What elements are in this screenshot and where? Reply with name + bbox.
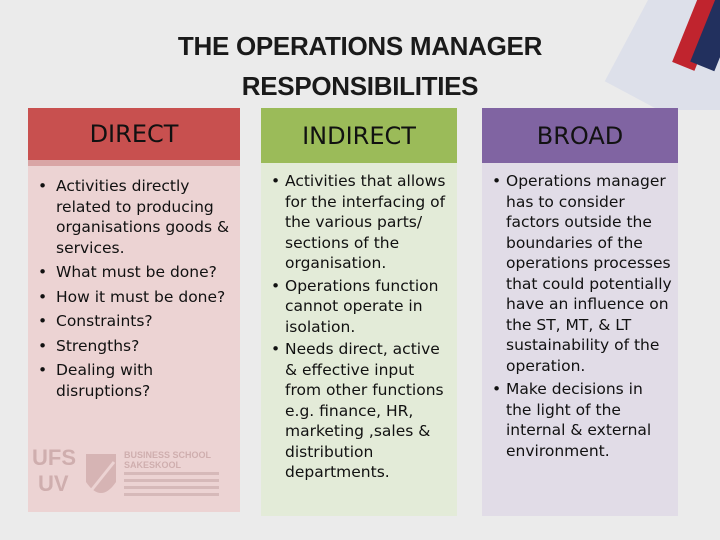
indirect-column	[261, 108, 457, 516]
logo-emblem-icon	[84, 452, 118, 502]
list-item: • Make decisions in the light of the internal & external environment.	[492, 380, 652, 460]
list-item: • Operations function cannot operate in isolation.	[271, 276, 439, 336]
list-item: • Dealing with disruptions?	[38, 361, 154, 400]
list-item: • Operations manager has to consider factors outside the boundaries of the operations processes that could potentially have an influence on the ST, MT, & LT sustainability of the operation.	[492, 172, 672, 375]
slide-title	[0, 26, 720, 106]
indirect-body	[261, 163, 457, 516]
broad-heading: BROAD	[482, 108, 678, 163]
broad-body	[482, 163, 678, 516]
broad-column	[482, 108, 678, 516]
direct-list	[32, 176, 232, 401]
list-item: • What must be done?	[38, 263, 217, 281]
direct-body	[28, 166, 240, 512]
list-item: • Constraints?	[38, 312, 153, 330]
list-item: • Activities that allows for the interfacing of the various parts/ sections of the organisation.	[271, 172, 446, 272]
direct-column	[28, 108, 240, 512]
title-line-1: THE OPERATIONS MANAGER	[177, 31, 543, 61]
list-item: • How it must be done?	[38, 287, 226, 306]
list-item: • Activities directly related to producing organisations goods & services.	[38, 177, 230, 257]
indirect-heading: INDIRECT	[261, 108, 457, 163]
direct-heading: DIRECT	[28, 108, 240, 160]
logo-school-name: BUSINESS SCHOOL SAKESKOOL	[124, 450, 212, 470]
ufs-business-school-logo: UFS UV BUSINESS SCHOOL SAKESKOOL	[32, 448, 232, 508]
list-item: • Needs direct, active & effective input from other functions e.g. finance, HR, marketing ,sales & distribution departments.	[271, 340, 444, 481]
title-line-2: RESPONSIBILITIES	[241, 71, 479, 101]
indirect-list	[267, 171, 449, 483]
logo-fine-print	[124, 472, 219, 500]
broad-list	[488, 171, 672, 461]
list-item: • Strengths?	[38, 336, 140, 355]
